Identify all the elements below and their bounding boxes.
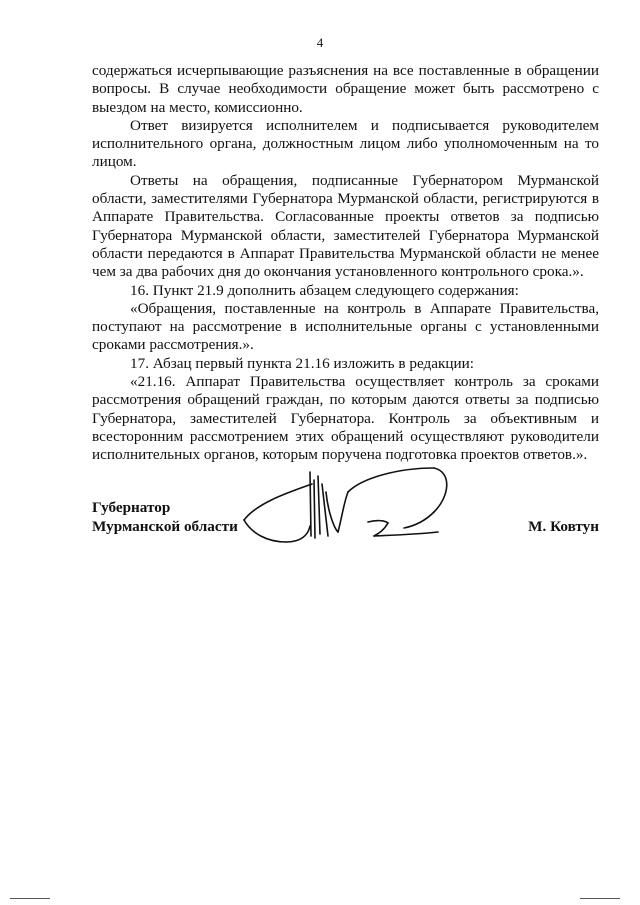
signatory-title-line-1: Губернатор xyxy=(92,499,171,516)
page-number: 4 xyxy=(316,35,324,50)
signatory-name: М. Ковтун xyxy=(528,518,599,535)
paragraph-item-16-text: «Обращения, поставленные на контроль в Аппарате Правительства, поступают на рассмотрение в исполнительные органы с установленными сроками рассмотрения.». xyxy=(92,299,599,354)
footer-rule-right xyxy=(580,898,620,899)
document-body xyxy=(92,62,599,465)
paragraph-answer-registration: Ответы на обращения, подписанные Губернатором Мурманской области, заместителями Губернатора Мурманской области, регистрируются в Аппарате Правительства. Согласованные проекты ответов за подписью Губернатора Мурманской области, заместителей Губернатора Мурманской области передаются в Аппарат Правительства Мурманской области не менее чем за два рабочих дня до окончания установленного контрольного срока.». xyxy=(92,171,599,281)
paragraph-answer-signing: Ответ визируется исполнителем и подписывается руководителем исполнительного органа, должностным лицом либо уполномоченным на то лицом. xyxy=(92,116,599,171)
footer-rule-left xyxy=(10,898,50,899)
paragraph-continuation: содержаться исчерпывающие разъяснения на все поставленные в обращении вопросы. В случае необходимости обращение может быть рассмотрено с выездом на место, комиссионно. xyxy=(92,62,599,116)
handwritten-signature xyxy=(238,462,478,562)
paragraph-item-17: 17. Абзац первый пункта 21.16 изложить в редакции: xyxy=(130,354,474,372)
paragraph-item-17-text: «21.16. Аппарат Правительства осуществляет контроль за сроками рассмотрения обращений граждан, по которым даются ответы за подписью Губернатора, заместителей Губернатора. Контроль за объективным и всесторонним рассмотрением этих обращений осуществляют руководители исполнительных органов, которым поручена подготовка проектов ответов.». xyxy=(92,373,599,464)
signatory-title-line-2: Мурманской области xyxy=(92,518,238,535)
paragraph-item-16: 16. Пункт 21.9 дополнить абзацем следующего содержания: xyxy=(130,281,519,299)
